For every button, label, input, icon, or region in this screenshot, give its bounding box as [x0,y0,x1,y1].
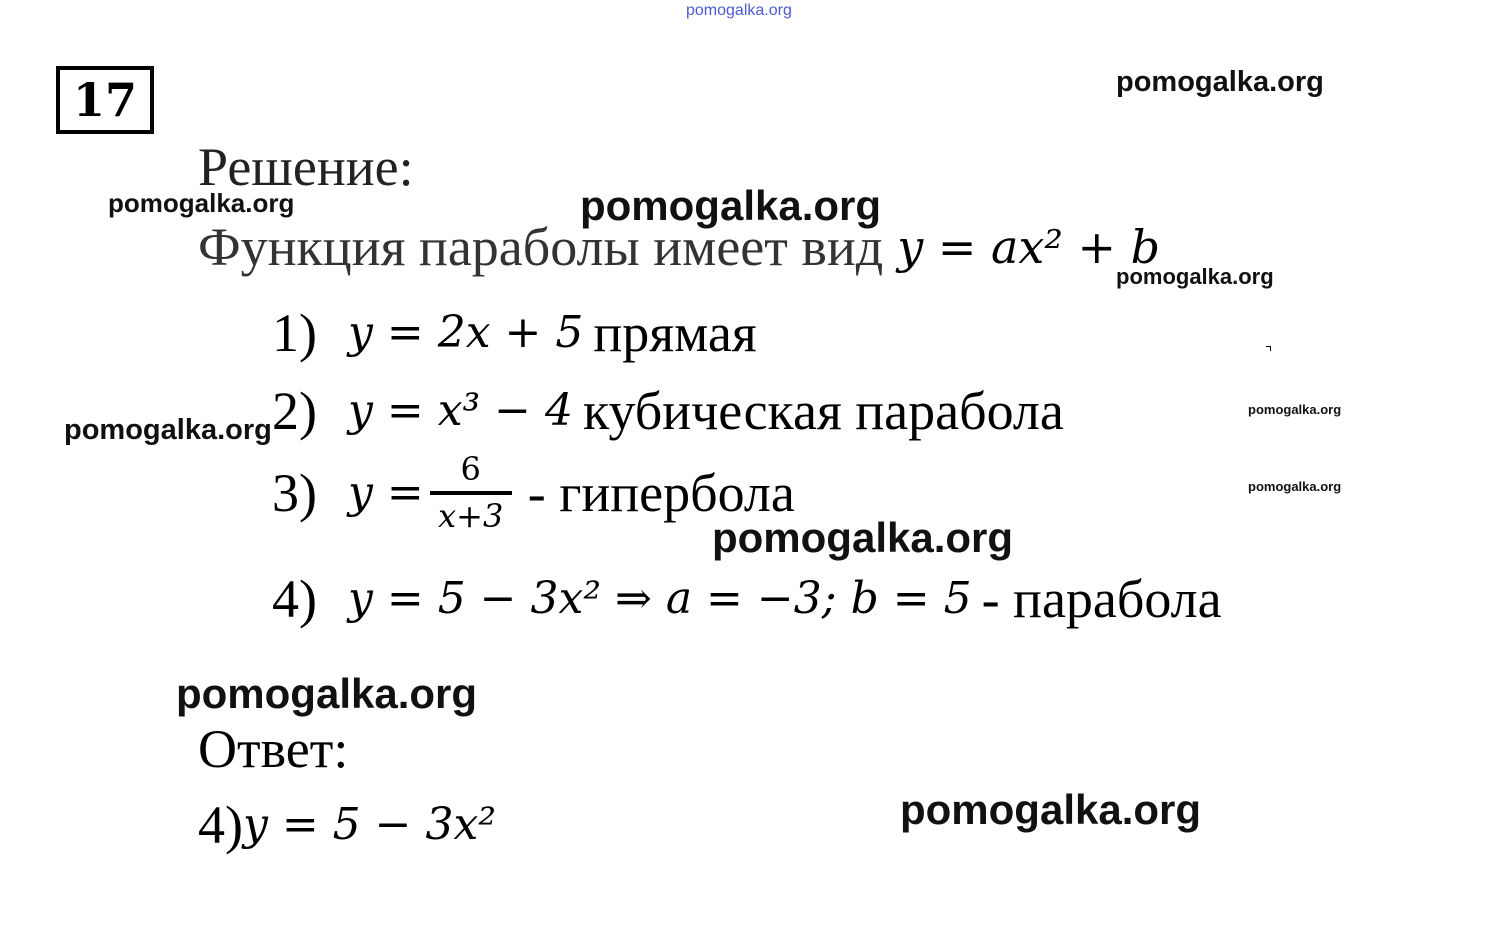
fraction-bar [430,491,512,495]
item-index: 1) [272,303,317,363]
watermark-bottom-right: pomogalka.org [900,786,1202,833]
intro-line [198,217,1161,277]
watermark-center-1: pomogalka.org [580,182,882,229]
solution-label: Решение: [198,137,414,197]
item-formula: y = x³ − 4 [348,385,573,436]
fraction [430,452,512,534]
item-description: кубическая парабола [582,381,1064,441]
watermark-right-1: pomogalka.org [1116,264,1274,289]
item-description: - парабола [981,569,1222,629]
item-index: 2) [272,381,317,441]
watermark-small-1: pomogalka.org [1248,402,1342,417]
list-item [272,302,757,364]
list-item [272,568,1222,630]
answer-label: Ответ: [198,719,349,779]
fraction-denominator: x+3 [438,497,504,536]
answer-index: 4) [198,795,243,855]
item-index: 3) [272,463,317,524]
watermark-center-2: pomogalka.org [712,514,1014,561]
list-item [272,380,1064,442]
answer-line [198,795,496,855]
item-description: прямая [593,303,757,363]
task-number: 17 [56,66,154,134]
fraction-numerator: 6 [460,450,481,488]
watermark-left-1: pomogalka.org [108,188,295,218]
watermark-top-right: pomogalka.org [1116,66,1324,98]
item-description: - гипербола [527,463,795,524]
answer-formula: y = 5 − 3x² [242,799,496,850]
intro-text: Функция параболы имеет вид [198,217,884,277]
item-formula: y = 5 − 3x² ⇒ a = −3; b = 5 [348,573,972,624]
item-formula-lhs: y = [348,467,424,519]
artifact-mark [1266,346,1271,351]
item-index: 4) [272,569,317,629]
watermark-small-2: pomogalka.org [1248,479,1342,494]
intro-formula: y = ax² + b [897,220,1161,274]
list-item [272,452,795,534]
watermark-top: pomogalka.org [686,2,792,19]
watermark-left-3: pomogalka.org [176,670,478,717]
watermark-left-2: pomogalka.org [64,414,272,446]
item-formula: y = 2x + 5 [348,307,584,358]
